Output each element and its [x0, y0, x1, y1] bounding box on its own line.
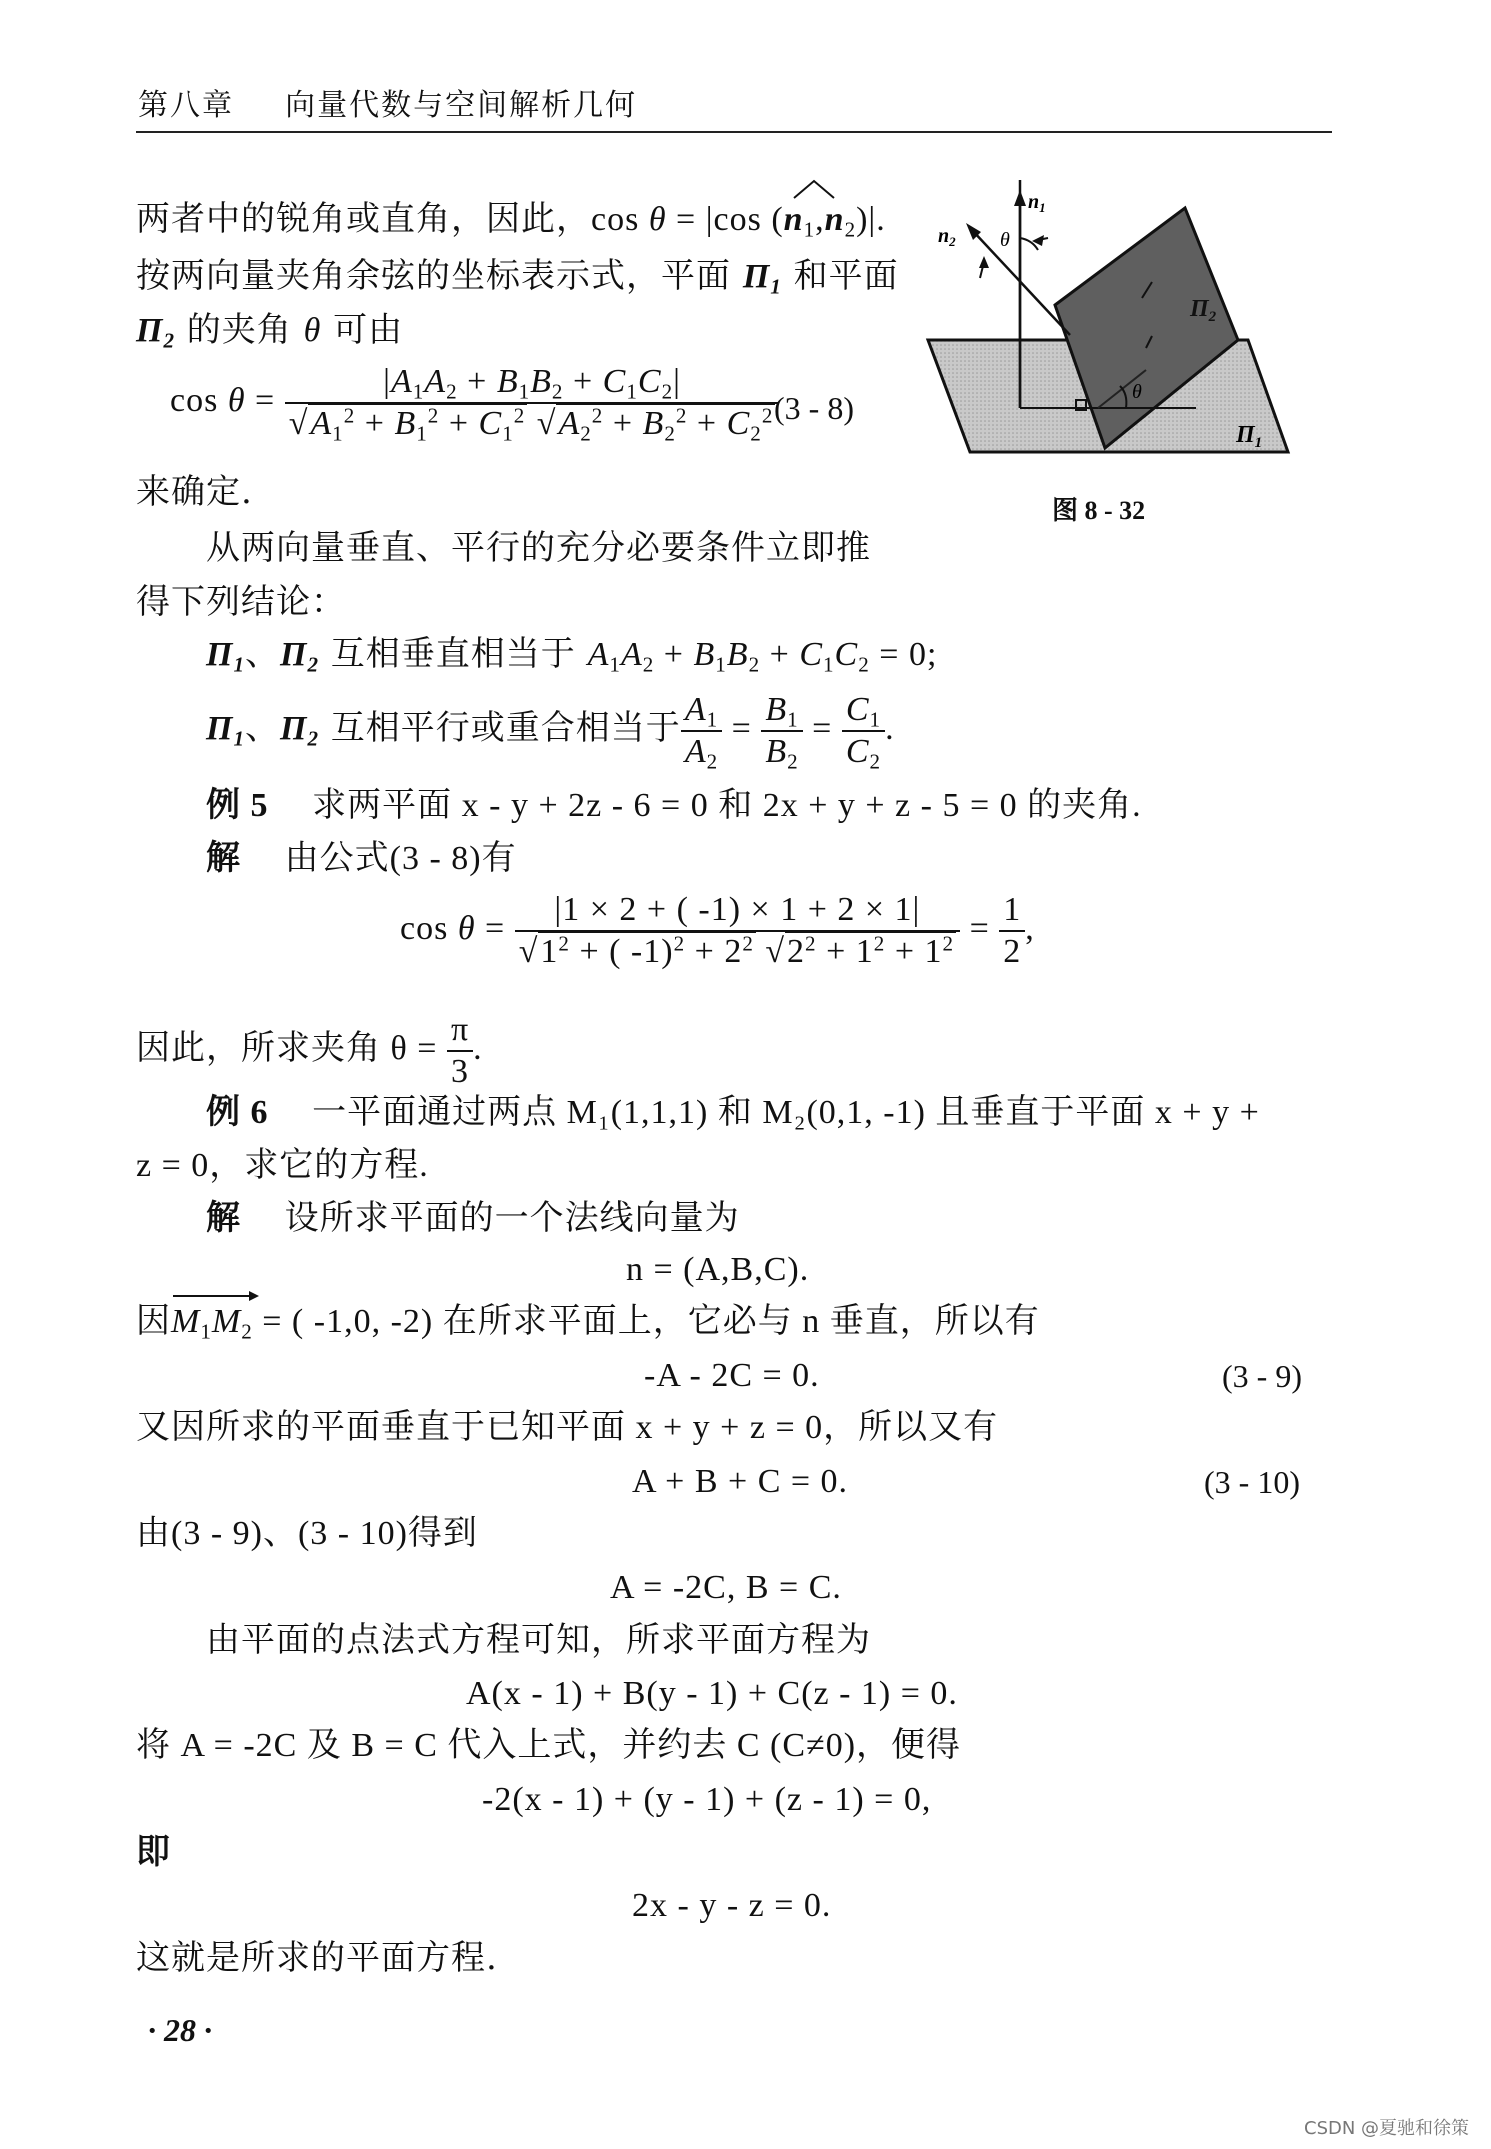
text-line-2: 按两向量夹角余弦的坐标表示式，平面 $\Pi_1$ 和平面 — [136, 256, 899, 299]
m1m2-line: 因 $M_1M_2$ = ( -1,0, -2) 在所求平面上，它必与 n 垂直，所以有 — [136, 1302, 1040, 1342]
l1-c: = |cos ( — [666, 201, 784, 238]
l3-b: 可由 — [321, 310, 404, 350]
text-line-5: 从两向量垂直、平行的充分必要条件立即推 — [206, 528, 871, 568]
text-point-normal: 由平面的点法式方程可知，所求平面方程为 — [206, 1620, 871, 1660]
l8-a: 互相平行或重合相当于 — [319, 707, 681, 748]
m1m2-prefix: 因 — [136, 1303, 171, 1340]
eq-number-3-8: (3 - 8) — [774, 390, 854, 426]
ex6-text: 一平面通过两点 M₁(1,1,1) 和 M₂(0,1, -1) 且垂直于平面 x + y + — [312, 1094, 1260, 1131]
ex5-label: 例 5 — [206, 787, 269, 824]
chapter-title: 向量代数与空间解析几何 — [285, 88, 638, 123]
sol6-label: 解 — [206, 1198, 241, 1238]
chapter-header — [138, 80, 637, 124]
page-number: · 28 · — [148, 2012, 212, 2048]
chapter-number: 第八章 — [138, 88, 234, 123]
text-from: 由(3 - 9)、(3 - 10)得到 — [136, 1515, 478, 1552]
vector-arrow — [171, 1288, 261, 1304]
text-line-4: 来确定. — [136, 472, 253, 512]
label-theta-bottom: θ — [1132, 381, 1142, 403]
figure-planes — [920, 180, 1300, 480]
normal-n1-arrow — [1014, 190, 1026, 206]
text-line-1: 两者中的锐角或直角，因此，cos θ = |cos ( $n_1,n_2)|$. — [136, 200, 886, 240]
l1-comma: , — [815, 201, 825, 238]
equation-point-normal: A(x - 1) + B(y - 1) + C(z - 1) = 0. — [466, 1675, 958, 1712]
solution-5 — [206, 838, 517, 879]
ex5-text: 求两平面 x - y + 2z - 6 = 0 和 2x + y + z - 5 = 0 的夹角. — [312, 787, 1142, 824]
equation-n: n = (A,B,C). — [626, 1251, 810, 1288]
text-line-8: $\Pi_1$、$\Pi_2$ 互相平行或重合相当于 $\frac{A_1}{A_2}$ = $\frac{B_1}{B_2}$ = $\frac{C_1}{C_2}$ . — [206, 691, 895, 774]
label-pi1: $\Pi_1$ — [1236, 422, 1263, 451]
sol5-label: 解 — [206, 838, 241, 878]
l1-g: )|. — [856, 201, 886, 238]
m1m2-text: = ( -1,0, -2) 在所求平面上，它必与 n 垂直，所以有 — [252, 1303, 1040, 1340]
angle-hat — [792, 178, 836, 200]
text-end: 这就是所求的平面方程. — [136, 1938, 498, 1978]
header-rule — [136, 131, 1332, 133]
l3-a: 的夹角 — [175, 310, 304, 350]
l1-a: 两者中的锐角或直角，因此，cos — [136, 201, 649, 238]
eq-number-3-10: (3 - 10) — [1204, 1464, 1300, 1500]
result-text: 因此，所求夹角 θ = — [136, 1029, 447, 1067]
result-line: 因此，所求夹角 θ = $\frac{\pi}{3}$ . — [136, 1011, 483, 1090]
equation-substituted: -2(x - 1) + (y - 1) + (z - 1) = 0, — [482, 1781, 932, 1818]
example-6 — [206, 1092, 1260, 1133]
equation-ex5: cos θ = $\frac{|1 \times 2 + ( -1) \times 1 + 2 \times 1|}{√1^2 + ( -1)^2 + 2^2 √2^2 + 1^2 + 1^2}$ = $\frac{1}{2}$ , — [400, 891, 1035, 970]
watermark: CSDN @夏驰和徐策 — [1304, 2118, 1470, 2139]
l1-theta: θ — [648, 201, 667, 238]
example-6-cont: z = 0，求它的方程. — [136, 1147, 429, 1184]
example-5 — [206, 785, 1142, 826]
text-line-3: $\Pi_2$ 的夹角 θ 可由 — [136, 310, 404, 353]
text-substitute: 将 A = -2C 及 B = C 代入上式，并约去 C (C≠0)，便得 — [136, 1727, 962, 1764]
text-ji: 即 — [136, 1832, 171, 1872]
l1-n2: n — [824, 201, 845, 238]
label-n1: $n_1$ — [1028, 191, 1046, 215]
equation-final: 2x - y - z = 0. — [632, 1887, 832, 1924]
figure-caption: 图 8 - 32 — [1052, 496, 1146, 525]
text-again: 又因所求的平面垂直于已知平面 x + y + z = 0，所以又有 — [136, 1409, 999, 1446]
equation-3-10: A + B + C = 0. — [632, 1463, 849, 1500]
l7-a: 互相垂直相当于 — [319, 634, 588, 674]
text-line-6: 得下列结论： — [136, 582, 346, 622]
sol6-text: 设所求平面的一个法线向量为 — [284, 1198, 740, 1238]
solution-6 — [206, 1198, 740, 1238]
label-theta-top: θ — [1000, 229, 1010, 251]
equation-abc: A = -2C, B = C. — [610, 1569, 842, 1606]
label-pi2: $\Pi_2$ — [1190, 296, 1217, 325]
text-line-7: $\Pi_1$、$\Pi_2$ 互相垂直相当于 $A_1A_2 + B_1B_2 + C_1C_2 = 0$; — [206, 634, 938, 677]
equation-3-9: -A - 2C = 0. — [644, 1357, 820, 1394]
label-n2: $n_2$ — [938, 225, 956, 249]
l3-theta: θ — [303, 312, 322, 349]
l2-a: 按两向量夹角余弦的坐标表示式，平面 — [136, 256, 743, 296]
sol5-text: 由公式(3 - 8)有 — [284, 840, 517, 877]
ex6-label: 例 6 — [206, 1094, 269, 1131]
l2-b: 和平面 — [781, 256, 899, 296]
l1-n1: n — [783, 201, 804, 238]
eq-number-3-9: (3 - 9) — [1222, 1358, 1302, 1394]
equation-3-8: cos θ = $\frac{|A_1A_2 + B_1B_2 + C_1C_2|}{√A_1^2 + B_1^2 + C_1^2 √A_2^2 + B_2^2 + C_2^2}$ — [170, 362, 779, 444]
